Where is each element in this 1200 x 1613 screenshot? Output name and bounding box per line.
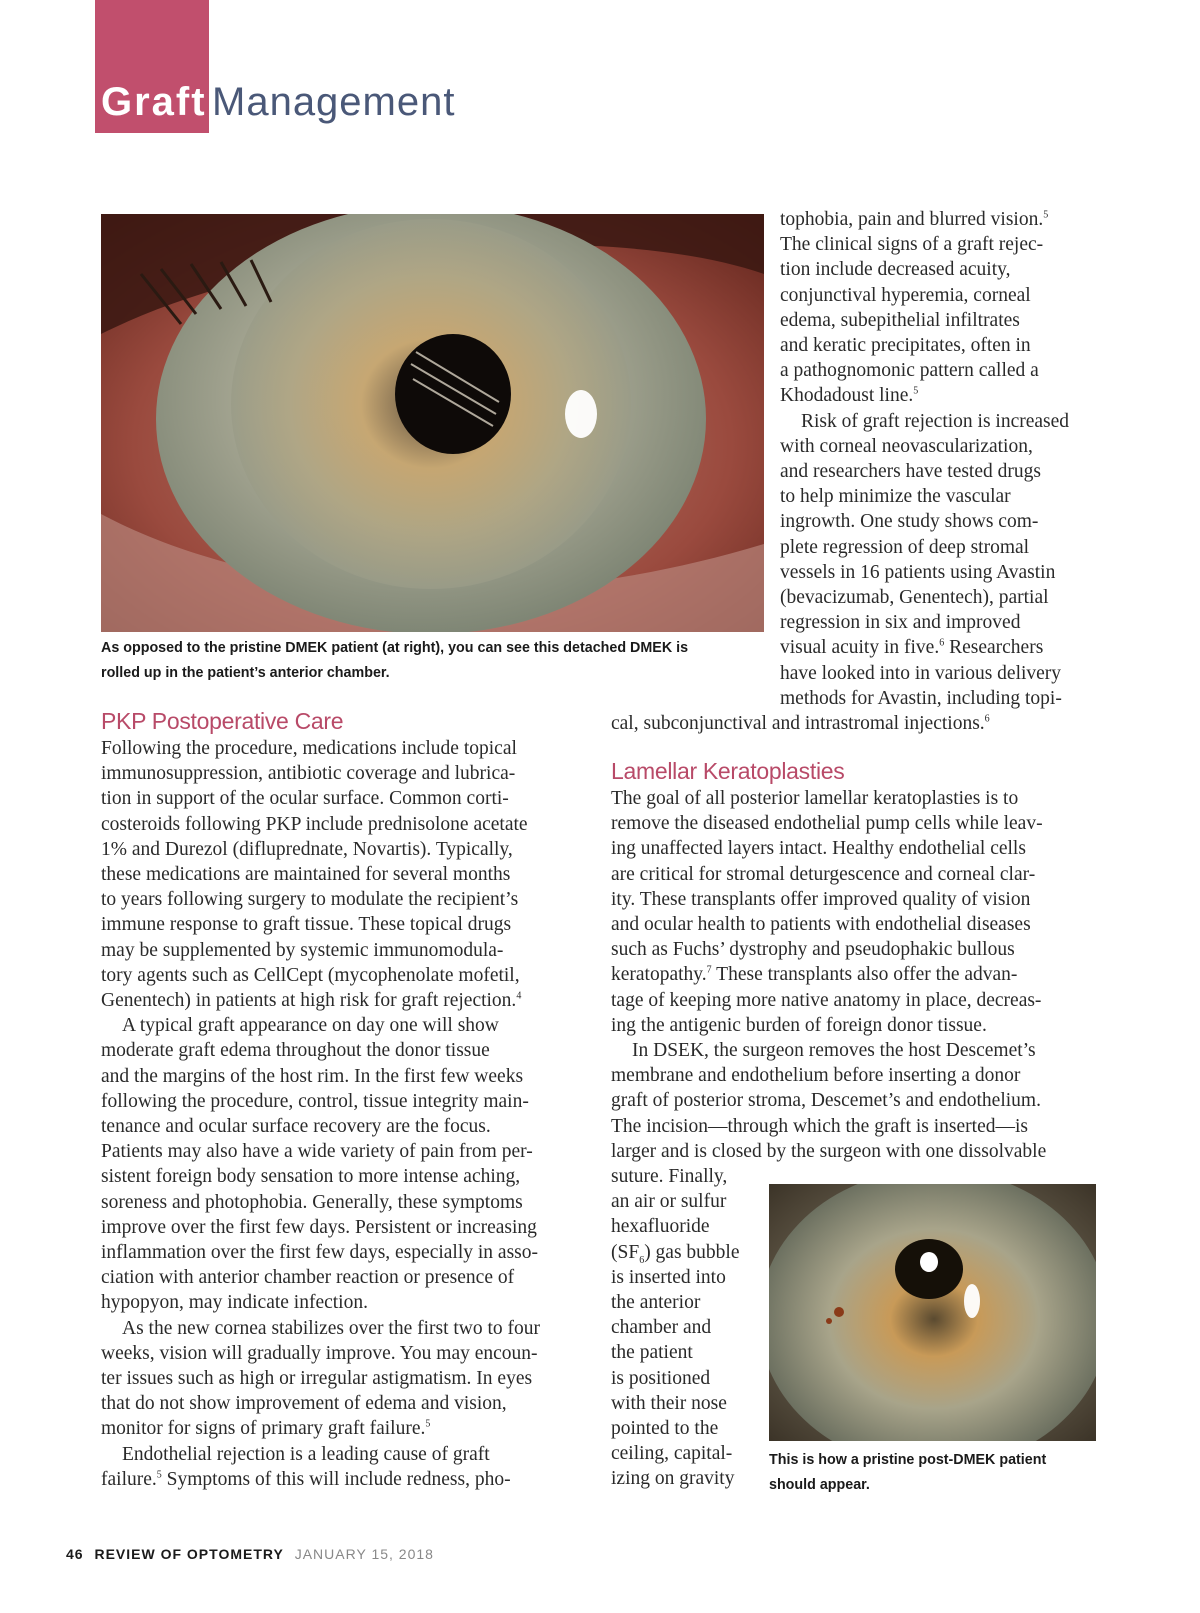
issue-date: JANUARY 15, 2018 bbox=[294, 1546, 434, 1562]
text-line: the anterior bbox=[611, 1292, 701, 1314]
text-line: (bevacizumab, Genentech), partial bbox=[780, 587, 1049, 609]
text-line: The clinical signs of a graft rejec- bbox=[780, 234, 1044, 256]
figure-pristine-dmek-photo bbox=[769, 1184, 1096, 1441]
text-line: tage of keeping more native anatomy in place, decreas- bbox=[611, 989, 1042, 1011]
text-line: have looked into in various delivery bbox=[780, 662, 1062, 684]
column-right-top bbox=[780, 207, 1098, 711]
text-line: weeks, vision will gradually improve. You may encoun- bbox=[101, 1342, 538, 1364]
text-line: hypopyon, may indicate infection. bbox=[101, 1292, 368, 1314]
text-line: with their nose bbox=[611, 1392, 727, 1414]
text-line: The incision—through which the graft is inserted—is bbox=[611, 1115, 1029, 1137]
figure-detached-dmek-photo bbox=[101, 214, 764, 632]
caption-line: As opposed to the pristine DMEK patient (at right), you can see this detached DMEK is bbox=[101, 640, 689, 656]
caption-line: This is how a pristine post-DMEK patient bbox=[769, 1452, 1047, 1468]
figure-1-caption bbox=[101, 636, 761, 686]
text-line: such as Fuchs’ dystrophy and pseudophakic bullous bbox=[611, 939, 1015, 961]
eye-photo-illustration bbox=[101, 214, 764, 632]
reference-superscript: 5 bbox=[1043, 209, 1049, 221]
text-line: tenance and ocular surface recovery are the focus. bbox=[101, 1116, 491, 1138]
reference-superscript: 7 bbox=[706, 964, 712, 976]
text-line: an air or sulfur bbox=[611, 1191, 727, 1213]
text-line: ter issues such as high or irregular astigmatism. In eyes bbox=[101, 1368, 533, 1390]
text-line: A typical graft appearance on day one will show bbox=[122, 1015, 499, 1037]
text-line: Risk of graft rejection is increased bbox=[801, 410, 1070, 432]
text-line: immune response to graft tissue. These topical drugs bbox=[101, 914, 512, 936]
text-line: tion in support of the ocular surface. Common corti- bbox=[101, 788, 509, 810]
text-line: pointed to the bbox=[611, 1418, 719, 1440]
heading-lamellar-keratoplasties: Lamellar Keratoplasties bbox=[611, 758, 845, 784]
text-line: following the procedure, control, tissue integrity main- bbox=[101, 1090, 529, 1112]
text-line: larger and is closed by the surgeon with one dissolvable bbox=[611, 1140, 1047, 1162]
reference-superscript: 6 bbox=[984, 713, 990, 725]
heading-pkp-postoperative-care: PKP Postoperative Care bbox=[101, 708, 344, 734]
text-line: is positioned bbox=[611, 1367, 711, 1389]
caption-line: rolled up in the patient’s anterior chamber. bbox=[101, 665, 390, 681]
reference-superscript: 4 bbox=[516, 990, 522, 1002]
text-line: tion include decreased acuity, bbox=[780, 259, 1011, 281]
text-line: that do not show improvement of edema and vision, bbox=[101, 1393, 507, 1415]
text-line: soreness and photophobia. Generally, these symptoms bbox=[101, 1191, 523, 1213]
text-line: 1% and Durezol (difluprednate, Novartis). Typically, bbox=[101, 838, 513, 860]
text-line: edema, subepithelial infiltrates bbox=[780, 309, 1020, 331]
text-line: and researchers have tested drugs bbox=[780, 461, 1041, 483]
text-line: regression in six and improved bbox=[780, 612, 1021, 634]
text-line: is inserted into bbox=[611, 1266, 726, 1288]
publication-name: REVIEW OF OPTOMETRY bbox=[94, 1546, 284, 1562]
text-line: plete regression of deep stromal bbox=[780, 536, 1030, 558]
text-line: ingrowth. One study shows com- bbox=[780, 511, 1039, 533]
text-line: ity. These transplants offer improved quality of vision bbox=[611, 888, 1031, 910]
text-line: inflammation over the first few days, especially in asso- bbox=[101, 1242, 538, 1264]
text-line: to help minimize the vascular bbox=[780, 486, 1011, 508]
reference-superscript: 5 bbox=[156, 1469, 162, 1481]
text-line: the patient bbox=[611, 1342, 693, 1364]
text-line: to years following surgery to modulate the recipient’s bbox=[101, 889, 519, 911]
section-title-bold: Graft bbox=[101, 80, 207, 124]
text-lines-a bbox=[780, 232, 1098, 383]
subscript: 6 bbox=[639, 1254, 645, 1266]
text-line: moderate graft edema throughout the donor tissue bbox=[101, 1040, 490, 1062]
text-line-wide: cal, subconjunctival and intrastromal injections.$^6$ bbox=[611, 713, 990, 734]
reference-superscript: 5 bbox=[913, 385, 919, 397]
text-line: $(SF_6)$ gas bubble bbox=[611, 1241, 740, 1266]
text-line: vessels in 16 patients using Avastin bbox=[780, 561, 1056, 583]
section-title-light: Management bbox=[212, 80, 456, 124]
column-left bbox=[101, 736, 591, 1492]
text-line: chamber and bbox=[611, 1317, 712, 1339]
text-line: Khodadoust line.$^5$ bbox=[780, 385, 919, 407]
text-line: ciation with anterior chamber reaction or presence of bbox=[101, 1267, 515, 1289]
text-line: visual acuity in five.$^6$ Researchers bbox=[780, 637, 1044, 659]
text-line: suture. Finally, bbox=[611, 1166, 728, 1188]
text-line: tophobia, pain and blurred vision.$^5$ bbox=[780, 209, 1049, 230]
text-line: and the margins of the host rim. In the first few weeks bbox=[101, 1065, 524, 1087]
text-line: Patients may also have a wide variety of pain from per- bbox=[101, 1141, 533, 1163]
text-line: methods for Avastin, including topi- bbox=[780, 687, 1062, 709]
text-line: failure.$^5$ Symptoms of this will include redness, pho- bbox=[101, 1468, 511, 1490]
text-line: graft of posterior stroma, Descemet’s and endothelium. bbox=[611, 1090, 1041, 1112]
text-line: and ocular health to patients with endothelial diseases bbox=[611, 914, 1031, 936]
text-line: immunosuppression, antibiotic coverage and lubrica- bbox=[101, 763, 516, 785]
text-line: remove the diseased endothelial pump cells while leav- bbox=[611, 813, 1043, 835]
text-line: improve over the first few days. Persistent or increasing bbox=[101, 1216, 537, 1238]
eye-photo-illustration bbox=[769, 1184, 1096, 1441]
text-line: Following the procedure, medications include topical bbox=[101, 738, 517, 759]
text-line: are critical for stromal deturgescence and corneal clar- bbox=[611, 863, 1036, 885]
text-line: ing unaffected layers intact. Healthy endothelial cells bbox=[611, 838, 1026, 860]
text-line: Genentech) in patients at high risk for graft rejection.$^4$ bbox=[101, 990, 522, 1012]
text-line: keratopathy.$^7$ These transplants also offer the advan- bbox=[611, 964, 1018, 986]
text-lines-b bbox=[780, 409, 1098, 636]
page-footer bbox=[66, 1546, 434, 1562]
text-line: ing the antigenic burden of foreign donor tissue. bbox=[611, 1014, 987, 1036]
text-line: hexafluoride bbox=[611, 1216, 710, 1238]
reference-superscript: 5 bbox=[425, 1418, 431, 1430]
text-line: As the new cornea stabilizes over the first two to four bbox=[122, 1317, 541, 1339]
text-line: sistent foreign body sensation to more intense aching, bbox=[101, 1166, 521, 1188]
text-line: The goal of all posterior lamellar keratoplasties is to bbox=[611, 788, 1019, 809]
text-line: monitor for signs of primary graft failure.$^5$ bbox=[101, 1418, 431, 1440]
page-number: 46 bbox=[66, 1546, 84, 1562]
text-line: costeroids following PKP include prednisolone acetate bbox=[101, 813, 528, 835]
reference-superscript: 6 bbox=[939, 637, 945, 649]
text-line: conjunctival hyperemia, corneal bbox=[780, 284, 1031, 306]
text-line: may be supplemented by systemic immunomodula- bbox=[101, 939, 504, 961]
text-line: and keratic precipitates, often in bbox=[780, 335, 1031, 357]
text-line: In DSEK, the surgeon removes the host Descemet’s bbox=[632, 1040, 1036, 1062]
text-line: ceiling, capital- bbox=[611, 1443, 733, 1465]
text-line: these medications are maintained for several months bbox=[101, 864, 511, 886]
caption-line: should appear. bbox=[769, 1477, 870, 1493]
text-line: with corneal neovascularization, bbox=[780, 435, 1033, 457]
text-line: tory agents such as CellCept (mycophenolate mofetil, bbox=[101, 964, 520, 986]
figure-2-caption bbox=[769, 1448, 1099, 1498]
text-line: izing on gravity bbox=[611, 1468, 735, 1490]
text-line: membrane and endothelium before inserting a donor bbox=[611, 1065, 1021, 1087]
text-line: Endothelial rejection is a leading cause of graft bbox=[122, 1443, 490, 1465]
text-line: a pathognomonic pattern called a bbox=[780, 360, 1039, 382]
